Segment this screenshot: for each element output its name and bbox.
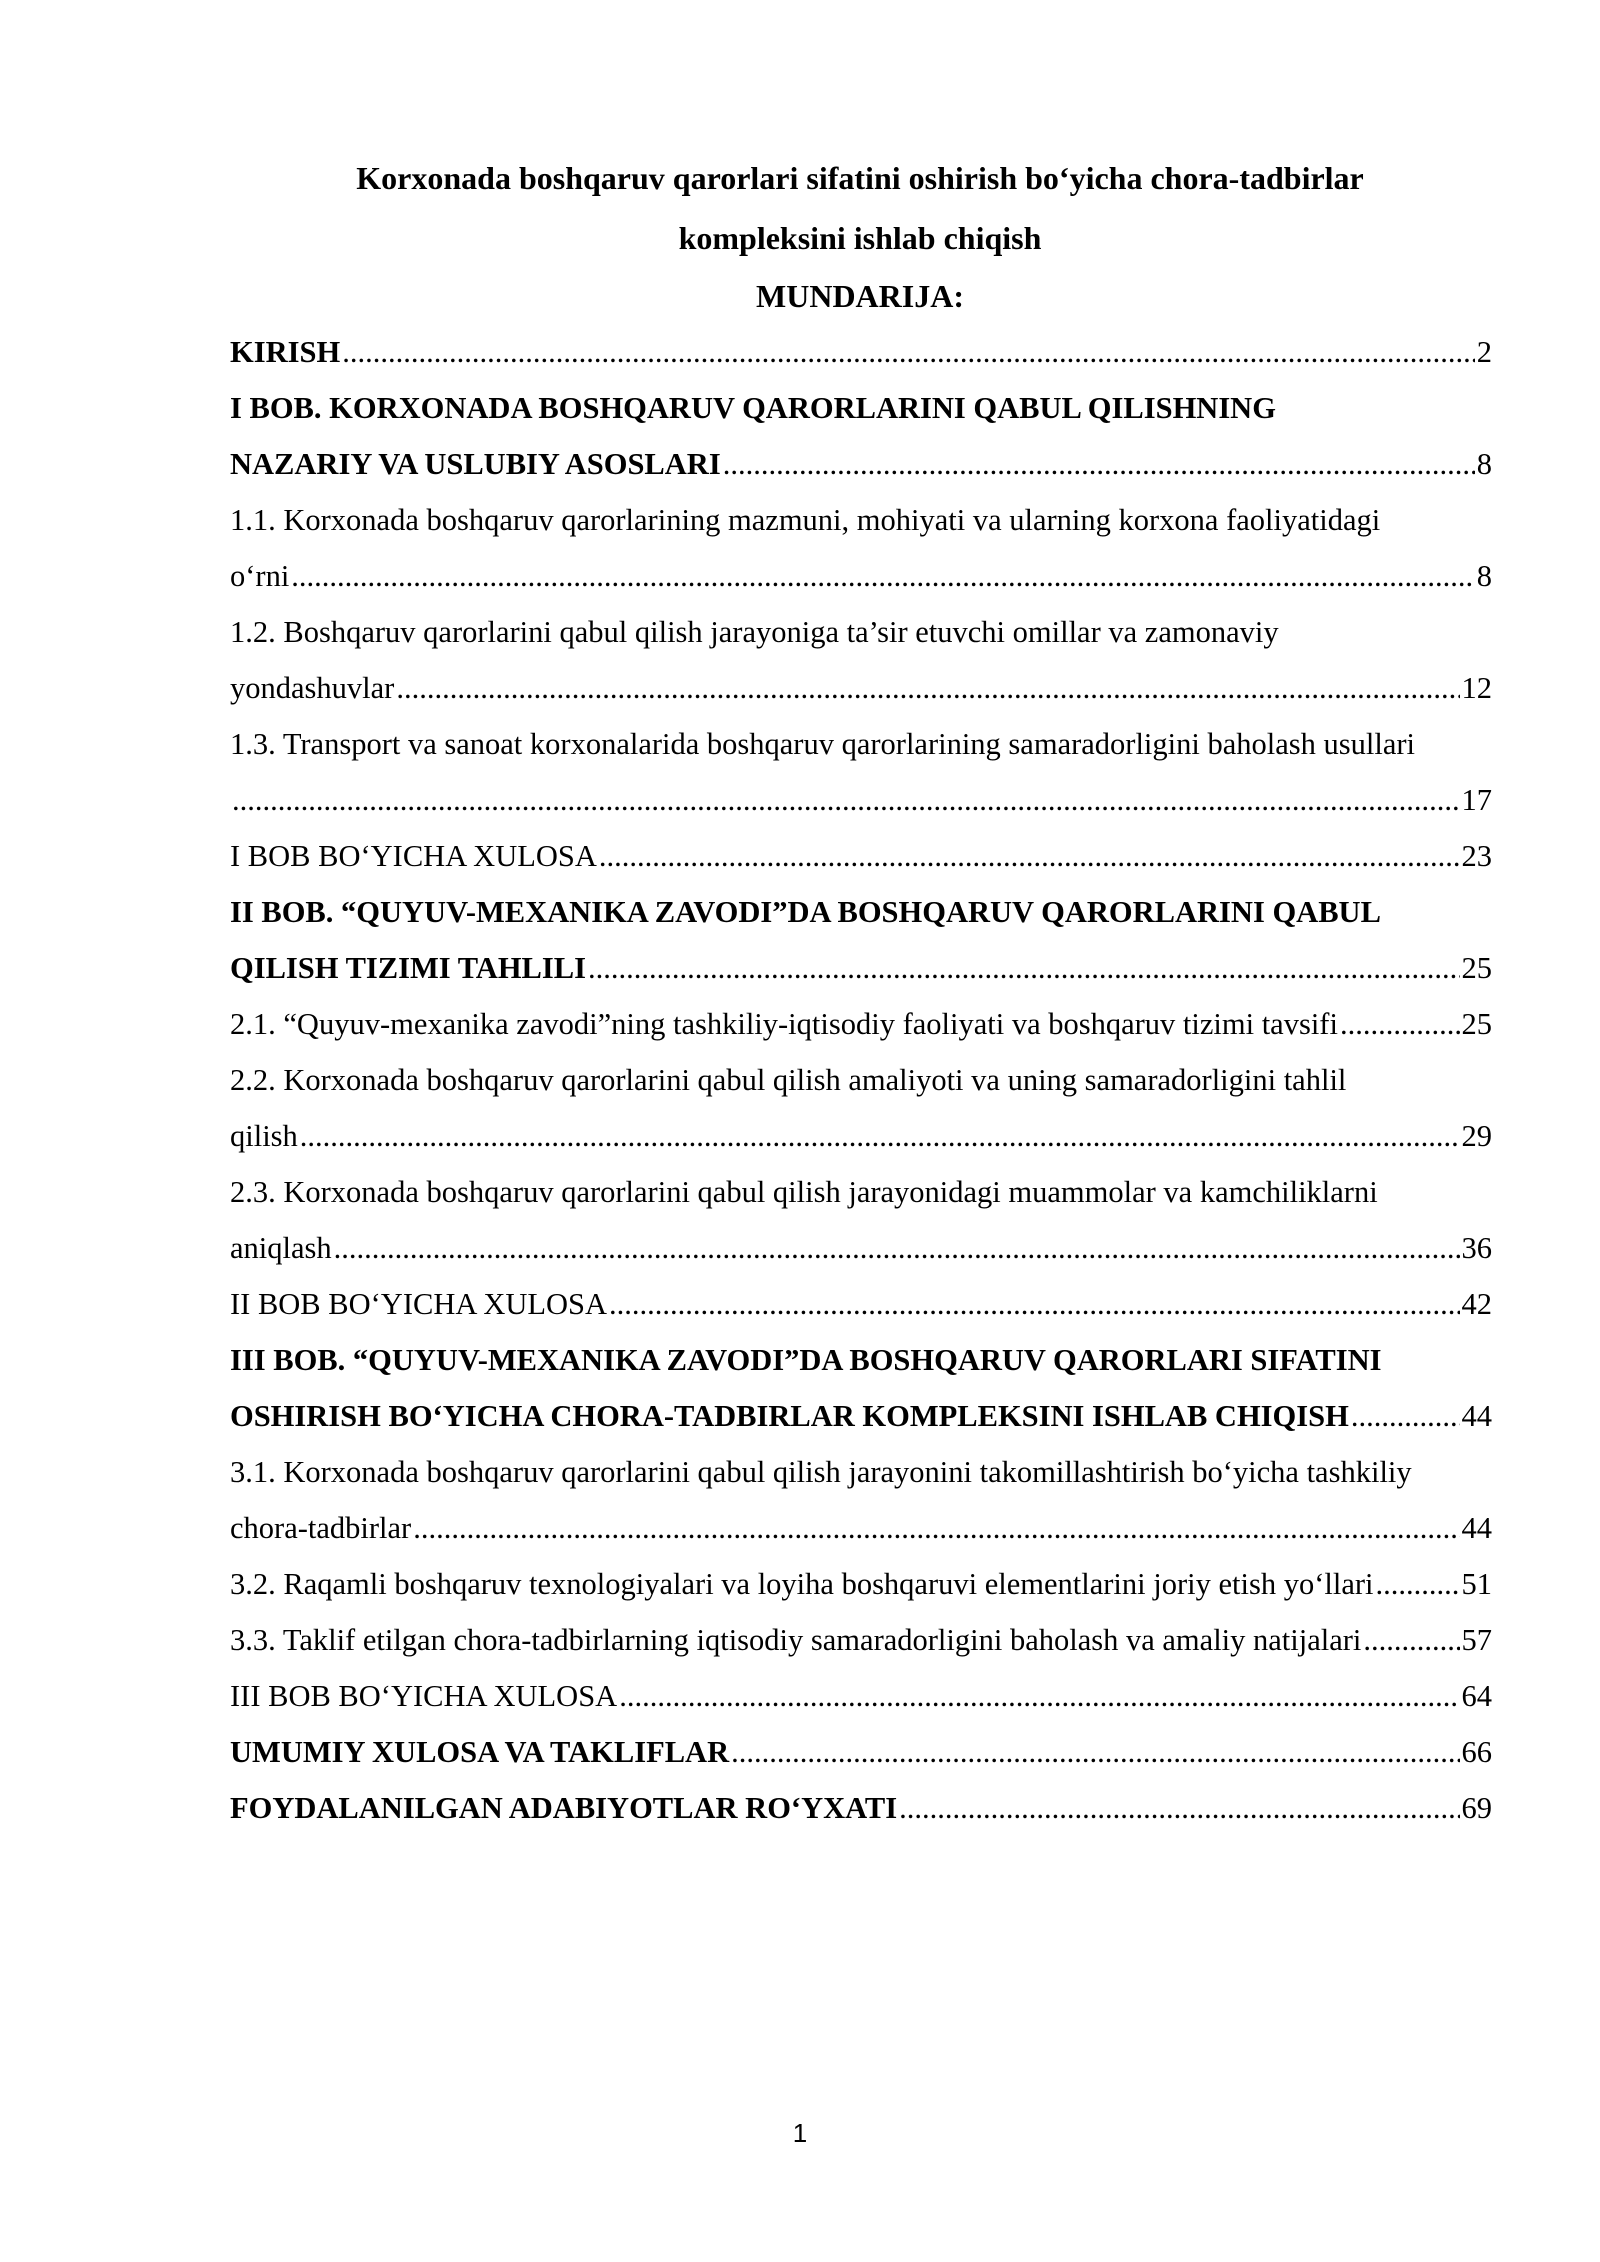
toc-entry: [230, 716, 1492, 828]
toc-entry-text: 3.3. Taklif etilgan chora-tadbirlarning iqtisodiy samaradorligini baholash va amaliy natijalari: [230, 1623, 1362, 1657]
toc-entry-text: II BOB BO‘YICHA XULOSA: [230, 1287, 608, 1321]
toc-entry-leader-line: [230, 1556, 1492, 1612]
toc-entry-text: 1.1. Korxonada boshqaruv qarorlarining mazmuni, mohiyati va ularning korxona faoliyatidagi: [230, 503, 1381, 537]
toc-page-number: 66: [1461, 1735, 1492, 1769]
toc-entry-leader-line: [230, 772, 1492, 828]
toc-entry-leader-line: [230, 1724, 1492, 1780]
dot-leader: [588, 940, 1460, 996]
dot-leader: [731, 1724, 1459, 1780]
dot-leader: [396, 660, 1459, 716]
toc-entry-text: III BOB. “QUYUV-MEXANIKA ZAVODI”DA BOSHQARUV QARORLARI SIFATINI: [230, 1343, 1382, 1377]
toc-entry: [230, 1332, 1492, 1444]
toc-page-number: 57: [1461, 1623, 1492, 1657]
toc-entry-text: KIRISH: [230, 335, 341, 369]
dot-leader: [1351, 1388, 1460, 1444]
toc-entry: [230, 1164, 1492, 1276]
toc-entry-leader-line: [230, 1108, 1492, 1164]
toc-entry: [230, 1556, 1492, 1612]
toc-entry: [230, 1724, 1492, 1780]
page-number: 1: [792, 2118, 808, 2148]
toc-entry: [230, 492, 1492, 604]
dot-leader: [619, 1668, 1459, 1724]
toc-page-number: 23: [1461, 839, 1492, 873]
dot-leader: [1375, 1556, 1459, 1612]
toc-entry-leader-line: [230, 1500, 1492, 1556]
toc-entry-leader-line: [230, 1780, 1492, 1836]
dot-leader: [232, 772, 1460, 828]
toc-entry-text: 2.2. Korxonada boshqaruv qarorlarini qabul qilish amaliyoti va uning samaradorligini tahlil: [230, 1063, 1347, 1097]
toc-entry-leader-line: [230, 996, 1492, 1052]
dot-leader: [342, 324, 1475, 380]
toc-entry-leader-line: [230, 1612, 1492, 1668]
dot-leader: [1363, 1612, 1459, 1668]
toc-entry-text: III BOB BO‘YICHA XULOSA: [230, 1679, 618, 1713]
toc-page-number: 51: [1461, 1567, 1492, 1601]
toc-entry-text: 2.1. “Quyuv-mexanika zavodi”ning tashkiliy-iqtisodiy faoliyati va boshqaruv tizimi tavsifi: [230, 1007, 1338, 1041]
table-of-contents: [230, 324, 1492, 1836]
toc-page-number: 17: [1461, 783, 1492, 817]
toc-entry-text: NAZARIY VA USLUBIY ASOSLARI: [230, 447, 721, 481]
toc-entry-text: o‘rni: [230, 559, 290, 593]
toc-entry: [230, 884, 1492, 996]
toc-entry: [230, 324, 1492, 380]
toc-entry: [230, 828, 1492, 884]
dot-leader: [291, 548, 1474, 604]
dot-leader: [609, 1276, 1459, 1332]
toc-page-number: 8: [1476, 447, 1492, 481]
toc-page-number: 25: [1461, 951, 1492, 985]
dot-leader: [899, 1780, 1459, 1836]
toc-page-number: 36: [1461, 1231, 1492, 1265]
toc-page-number: 69: [1461, 1791, 1492, 1825]
title-line-2: kompleksini ishlab chiqish: [678, 220, 1042, 256]
toc-page-number: 44: [1461, 1399, 1492, 1433]
toc-entry-text: 1.2. Boshqaruv qarorlarini qabul qilish jarayoniga ta’sir etuvchi omillar va zamonaviy: [230, 615, 1279, 649]
toc-entry-text: II BOB. “QUYUV-MEXANIKA ZAVODI”DA BOSHQARUV QARORLARINI QABUL: [230, 895, 1381, 929]
toc-entry-text: OSHIRISH BO‘YICHA CHORA-TADBIRLAR KOMPLEKSINI ISHLAB CHIQISH: [230, 1399, 1349, 1433]
toc-page-number: 64: [1461, 1679, 1492, 1713]
toc-entry-leader-line: [230, 1220, 1492, 1276]
toc-entry-leader-line: [230, 1276, 1492, 1332]
toc-entry-leader-line: [230, 660, 1492, 716]
toc-entry-text: 1.3. Transport va sanoat korxonalarida boshqaruv qarorlarining samaradorligini baholash usullari: [230, 727, 1416, 761]
toc-entry-text: QILISH TIZIMI TAHLILI: [230, 951, 586, 985]
toc-entry: [230, 1612, 1492, 1668]
toc-page-number: 2: [1476, 335, 1492, 369]
document-title: [230, 148, 1490, 268]
toc-page-number: 42: [1461, 1287, 1492, 1321]
toc-entry-leader-line: [230, 436, 1492, 492]
toc-entry-leader-line: [230, 828, 1492, 884]
toc-page-number: 25: [1461, 1007, 1492, 1041]
toc-entry-text: UMUMIY XULOSA VA TAKLIFLAR: [230, 1735, 730, 1769]
dot-leader: [723, 436, 1475, 492]
contents-heading: MUNDARIJA:: [756, 278, 964, 314]
toc-entry: [230, 1052, 1492, 1164]
toc-entry-text: FOYDALANILGAN ADABIYOTLAR RO‘YXATI: [230, 1791, 898, 1825]
toc-entry-leader-line: [230, 940, 1492, 996]
dot-leader: [599, 828, 1460, 884]
toc-entry-text: 3.2. Raqamli boshqaruv texnologiyalari va loyiha boshqaruvi elementlarini joriy etish yo‘llari: [230, 1567, 1374, 1601]
toc-page-number: 8: [1476, 559, 1492, 593]
toc-entry-text: 3.1. Korxonada boshqaruv qarorlarini qabul qilish jarayonini takomillashtirish bo‘yicha tashkiliy: [230, 1455, 1412, 1489]
toc-entry-leader-line: [230, 1668, 1492, 1724]
toc-entry-text: I BOB BO‘YICHA XULOSA: [230, 839, 597, 873]
toc-entry-text: yondashuvlar: [230, 671, 395, 705]
toc-entry: [230, 1668, 1492, 1724]
dot-leader: [1340, 996, 1460, 1052]
toc-entry-leader-line: [230, 324, 1492, 380]
dot-leader: [413, 1500, 1459, 1556]
dot-leader: [300, 1108, 1460, 1164]
title-line-1: Korxonada boshqaruv qarorlari sifatini oshirish bo‘yicha chora-tadbirlar: [356, 160, 1364, 196]
toc-entry-leader-line: [230, 548, 1492, 604]
toc-page-number: 44: [1461, 1511, 1492, 1545]
toc-entry: [230, 1276, 1492, 1332]
toc-page-number: 29: [1461, 1119, 1492, 1153]
toc-entry-text: chora-tadbirlar: [230, 1511, 412, 1545]
toc-entry-text: qilish: [230, 1119, 298, 1153]
toc-page-number: 12: [1461, 671, 1492, 705]
toc-entry: [230, 1444, 1492, 1556]
toc-entry: [230, 604, 1492, 716]
dot-leader: [334, 1220, 1460, 1276]
toc-entry: [230, 1780, 1492, 1836]
toc-entry-text: I BOB. KORXONADA BOSHQARUV QARORLARINI QABUL QILISHNING: [230, 391, 1276, 425]
toc-entry: [230, 996, 1492, 1052]
toc-entry-leader-line: [230, 1388, 1492, 1444]
toc-entry: [230, 380, 1492, 492]
toc-entry-text: aniqlash: [230, 1231, 332, 1265]
toc-entry-text: 2.3. Korxonada boshqaruv qarorlarini qabul qilish jarayonidagi muammolar va kamchiliklarni: [230, 1175, 1378, 1209]
